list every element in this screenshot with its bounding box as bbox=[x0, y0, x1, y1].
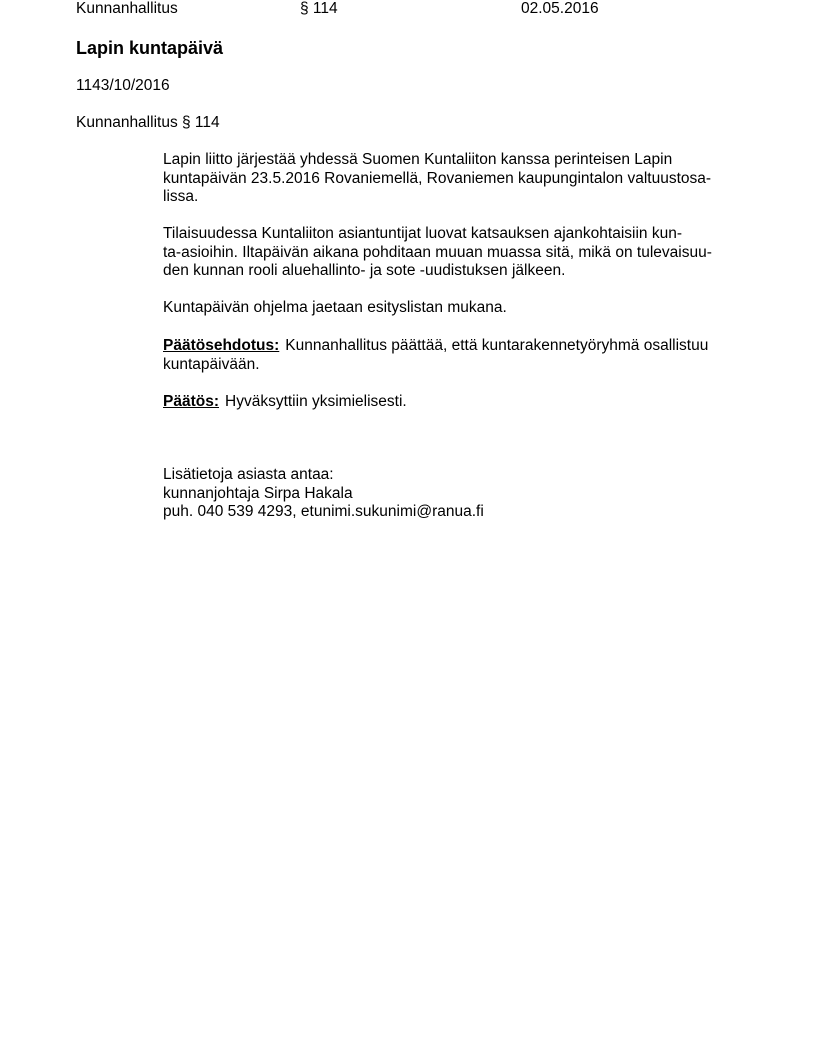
header-organ: Kunnanhallitus bbox=[76, 0, 178, 17]
contact-person: kunnanjohtaja Sirpa Hakala bbox=[163, 484, 353, 502]
proposal-label: Päätösehdotus: bbox=[163, 337, 280, 354]
proposal-paragraph bbox=[163, 337, 708, 374]
decision-paragraph bbox=[163, 393, 407, 412]
text-line: ta-asioihin. Iltapäivän aikana pohditaan muuan muassa sitä, mikä on tulevaisuu- bbox=[163, 243, 712, 261]
text-line: Tilaisuudessa Kuntaliiton asiantuntijat luovat katsauksen ajankohtaisiin kun- bbox=[163, 225, 682, 242]
intro-paragraph bbox=[163, 151, 711, 207]
proposal-text-continued: kuntapäivään. bbox=[163, 355, 260, 373]
body-reference: Kunnanhallitus § 114 bbox=[76, 114, 220, 131]
program-paragraph: Kuntapäivän ohjelma jaetaan esityslistan mukana. bbox=[163, 299, 507, 316]
text-line: den kunnan rooli aluehallinto- ja sote -uudistuksen jälkeen. bbox=[163, 262, 566, 279]
proposal-text: Kunnanhallitus päättää, että kuntarakennetyöryhmä osallistuu bbox=[285, 337, 709, 354]
text-line: lissa. bbox=[163, 188, 199, 205]
decision-label: Päätös: bbox=[163, 393, 219, 410]
contact-intro: Lisätietoja asiasta antaa: bbox=[163, 466, 334, 483]
header-date: 02.05.2016 bbox=[521, 0, 599, 17]
text-line: kuntapäivän 23.5.2016 Rovaniemellä, Rovaniemen kaupungintalon valtuustosa- bbox=[163, 169, 712, 187]
decision-text: Hyväksyttiin yksimielisesti. bbox=[225, 393, 407, 410]
page-title: Lapin kuntapäivä bbox=[76, 38, 224, 58]
header-section: § 114 bbox=[300, 0, 338, 17]
contact-block bbox=[163, 466, 484, 522]
contact-details: puh. 040 539 4293, etunimi.sukunimi@ranua.fi bbox=[163, 503, 484, 520]
experts-paragraph bbox=[163, 225, 712, 281]
diary-number: 1143/10/2016 bbox=[76, 77, 170, 94]
text-line: Lapin liitto järjestää yhdessä Suomen Kuntaliiton kanssa perinteisen Lapin bbox=[163, 151, 673, 168]
